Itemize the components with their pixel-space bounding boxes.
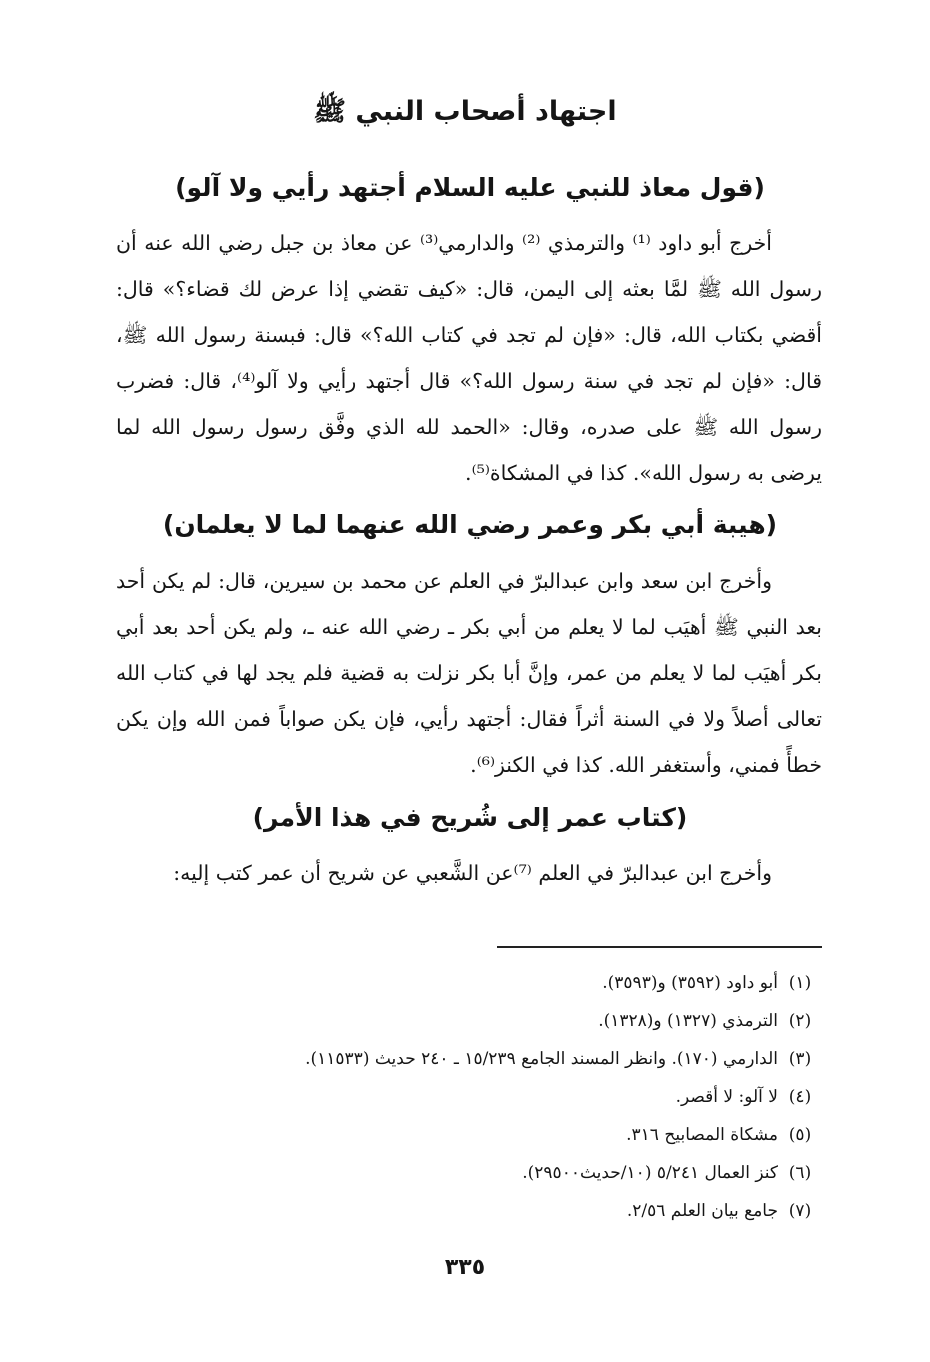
footnote-text: الترمذي (١٣٢٧) و(١٣٢٨).: [598, 1011, 778, 1031]
section-paragraph-muadh: أخرج أبو داود ⁽¹⁾ والترمذي ⁽²⁾ والدارمي⁽³⁾ عن معاذ بن جبل رضي الله عنه أن رسول الله ﷺ لمَّا بعثه إلى اليمن، قال: «كيف تقضي إذا عرض لك قضاء؟» قال: أقضي بكتاب الله، قال: «فإن لم تجد في كتاب الله؟» قال: فبسنة رسول الله ﷺ، قال: «فإن لم تجد في سنة رسول الله؟» قال أجتهد رأيي ولا آلو⁽⁴⁾، قال: فضرب رسول الله ﷺ على صدره، وقال: «الحمد لله الذي وفَّق رسول رسول الله لما يرضى به رسول الله». كذا في المشكاة⁽⁵⁾.: [116, 231, 823, 485]
section-paragraph-umar-shurayh: وأخرج ابن عبدالبرّ في العلم ⁽⁷⁾عن الشَّعبي عن شريح أن عمر كتب إليه:: [173, 861, 772, 885]
footnotes-list: [120, 964, 822, 1230]
footnote-text: جامع بيان العلم ٢/٥٦.: [626, 1201, 778, 1221]
footnote-text: لا آلو: لا أقصر.: [675, 1087, 778, 1107]
page-title: اجتهاد أصحاب النبي ﷺ: [313, 96, 617, 127]
footnote-text: أبو داود (٣٥٩٢) و(٣٥٩٣).: [602, 973, 778, 993]
footnote-item: [120, 1154, 822, 1192]
footnote-item: [120, 1192, 822, 1230]
footnote-text: الدارمي (١٧٠). وانظر المسند الجامع ١٥/٢٣٩ ـ ٢٤٠ حديث (١١٥٣٣).: [305, 1049, 778, 1069]
footnote-number: (٦): [788, 1163, 812, 1183]
footnote-text: مشكاة المصابيح ٣١٦.: [626, 1125, 778, 1145]
footnote-item: [120, 964, 822, 1002]
footnote-number: (٤): [788, 1087, 812, 1107]
footnote-item: [120, 1078, 822, 1116]
footnote-number: (٥): [788, 1125, 812, 1145]
footnote-number: (٣): [788, 1049, 812, 1069]
footnote-item: [120, 1040, 822, 1078]
section-heading-abubakr-umar: (هيبة أبي بكر وعمر رضي الله عنهما لما لا يعلمان): [162, 510, 778, 539]
footnote-item: [120, 1116, 822, 1154]
footnote-item: [120, 1002, 822, 1040]
page-number: ٣٣٥: [444, 1255, 486, 1280]
section-heading-umar-shurayh: (كتاب عمر إلى شُريح في هذا الأمر): [252, 803, 688, 832]
section-paragraph-abubakr-umar: وأخرج ابن سعد وابن عبدالبرّ في العلم عن محمد بن سيرين، قال: لم يكن أحد بعد النبي ﷺ أهيَب لما لا يعلم من أبي بكر ـ رضي الله عنه ـ، ولم يكن أحد بعد أبي بكر أهيَب لما لا يعلم من عمر، وإنَّ أبا بكر نزلت به قضية فلم يجد لها في كتاب الله تعالى أصلاً ولا في السنة أثراً فقال: أجتهد رأيي، فإن يكن صواباً فمن الله وإن يكن خطأً فمني، وأستغفر الله. كذا في الكنز⁽⁶⁾.: [116, 569, 822, 777]
footnote-number: (٢): [788, 1011, 812, 1031]
section-heading-muadh: (قول معاذ للنبي عليه السلام أجتهد رأيي ولا آلو): [175, 173, 765, 202]
footnote-divider: [497, 946, 822, 948]
footnote-number: (٧): [788, 1201, 812, 1221]
footnote-number: (١): [788, 973, 812, 993]
footnote-text: كنز العمال ٥/٢٤١ (١٠/حديث٢٩٥٠٠).: [522, 1163, 778, 1183]
